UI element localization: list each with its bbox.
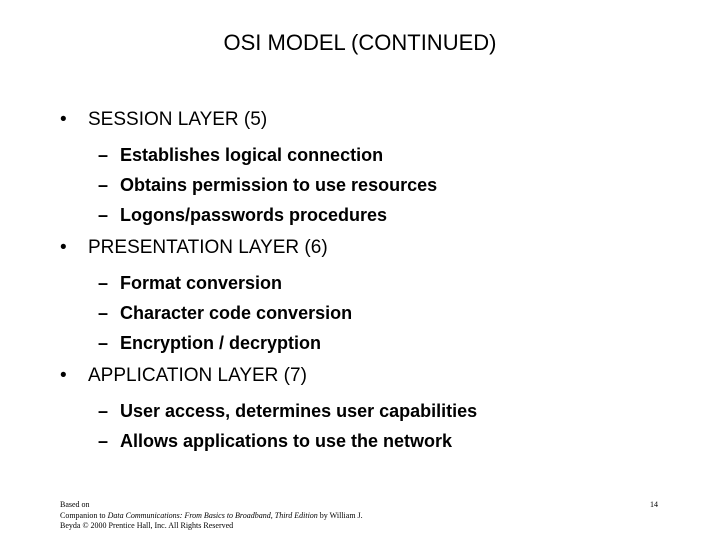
bullet-icon: • bbox=[60, 109, 67, 130]
sub-item bbox=[60, 298, 700, 328]
section-presentation-layer bbox=[60, 236, 700, 358]
dash-icon: – bbox=[98, 401, 109, 421]
footer-line-2-prefix: Companion to bbox=[60, 510, 108, 520]
sub-item bbox=[60, 328, 700, 358]
sub-item-text: Format conversion bbox=[120, 273, 283, 293]
sub-item bbox=[60, 426, 700, 456]
slide-title: OSI MODEL (CONTINUED) bbox=[223, 30, 497, 55]
footer-line-3: Beyda © 2000 Prentice Hall, Inc. All Rights Reserved bbox=[60, 521, 234, 530]
footer-book-title: Data Communications: From Basics to Broadband, Third Edition bbox=[107, 510, 318, 520]
sub-item-text: Logons/passwords procedures bbox=[120, 205, 388, 225]
sub-item-text: User access, determines user capabilities bbox=[120, 401, 478, 421]
dash-icon: – bbox=[98, 431, 109, 451]
dash-icon: – bbox=[98, 303, 109, 323]
sub-item bbox=[60, 268, 700, 298]
page-number: 14 bbox=[650, 500, 658, 509]
bullet-icon: • bbox=[60, 365, 67, 386]
section-session-layer bbox=[60, 108, 700, 230]
dash-icon: – bbox=[98, 333, 109, 353]
bullet-icon: • bbox=[60, 237, 67, 258]
dash-icon: – bbox=[98, 175, 109, 195]
footer-line-1: Based on bbox=[60, 500, 90, 509]
footer-source-citation bbox=[60, 500, 363, 532]
sub-item-text: Establishes logical connection bbox=[120, 145, 384, 165]
bullet-heading bbox=[60, 364, 700, 388]
bullet-heading bbox=[60, 108, 700, 132]
heading-text: PRESENTATION LAYER (6) bbox=[88, 237, 328, 258]
footer-line-2-suffix: by William J. bbox=[317, 510, 363, 520]
dash-icon: – bbox=[98, 145, 109, 165]
footer-line-2 bbox=[60, 511, 363, 522]
heading-text: APPLICATION LAYER (7) bbox=[88, 365, 307, 386]
sub-item bbox=[60, 170, 700, 200]
section-application-layer bbox=[60, 364, 700, 456]
sub-item-text: Character code conversion bbox=[120, 303, 353, 323]
sub-item bbox=[60, 200, 700, 230]
heading-text: SESSION LAYER (5) bbox=[88, 109, 268, 130]
sub-item-text: Allows applications to use the network bbox=[120, 431, 453, 451]
sub-item-text: Encryption / decryption bbox=[120, 333, 322, 353]
dash-icon: – bbox=[98, 273, 109, 293]
bullet-heading bbox=[60, 236, 700, 260]
sub-item bbox=[60, 396, 700, 426]
dash-icon: – bbox=[98, 205, 109, 225]
sub-item bbox=[60, 140, 700, 170]
sub-item-text: Obtains permission to use resources bbox=[120, 175, 438, 195]
